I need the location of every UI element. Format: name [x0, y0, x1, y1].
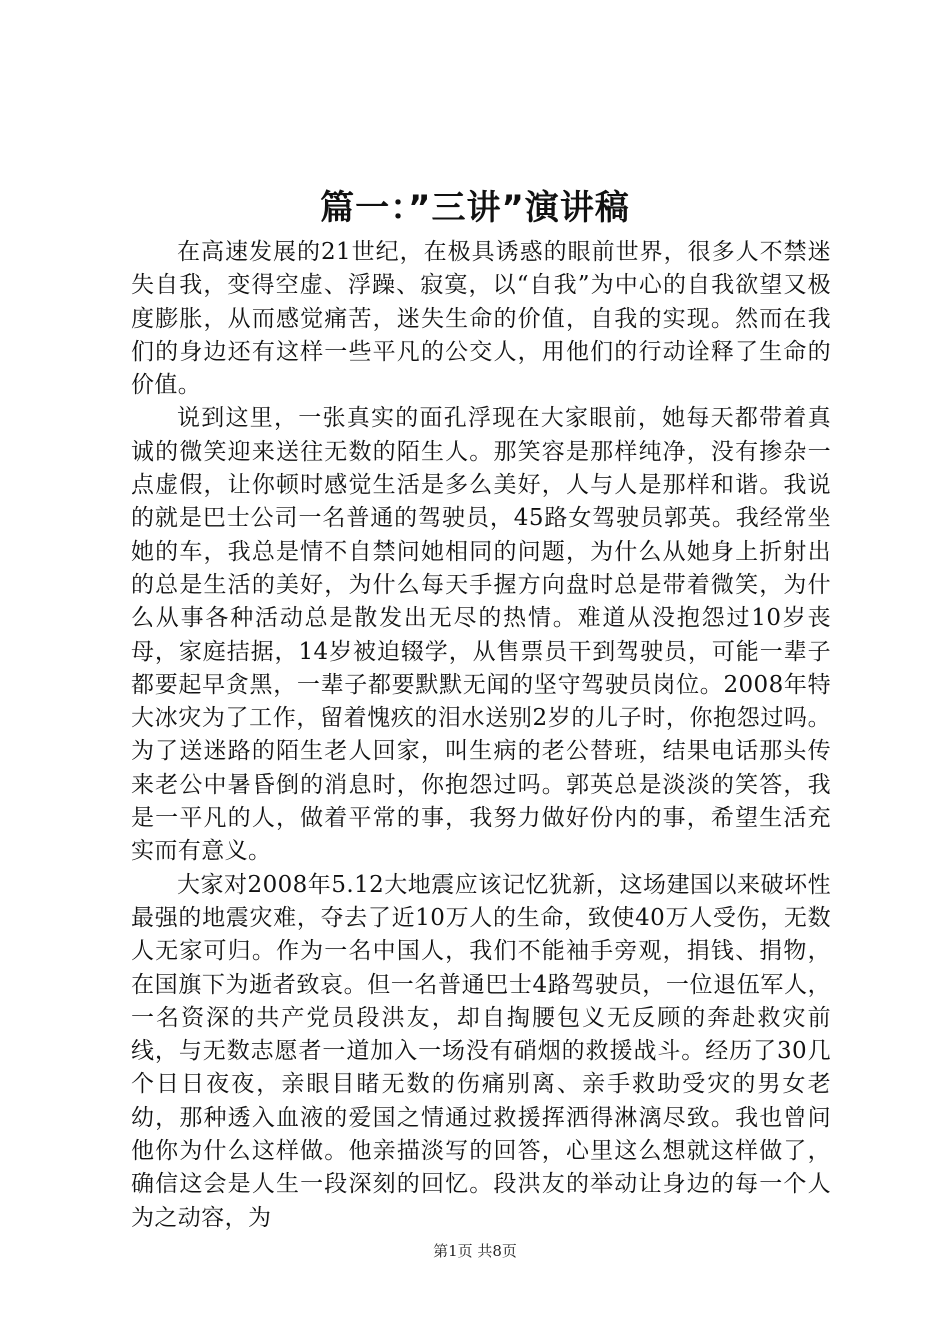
paragraph: 大家对2008年5.12大地震应该记忆犹新，这场建国以来破坏性最强的地震灾难，夺去了近10万人的生命，致使40万人受伤，无数人无家可归。作为一名中国人，我们不能袖手旁观，捐钱、捐物，在国旗下为逝者致哀。但一名普通巴士4路驾驶员，一位退伍军人，一名资深的共产党员段洪友，却自掏腰包义无反顾的奔赴救灾前线，与无数志愿者一道加入一场没有硝烟的救援战斗。经历了30几个日日夜夜，亲眼目睹无数的伤痛别离、亲手救助受灾的男女老幼，那种透入血液的爱国之情通过救援挥洒得淋漓尽致。我也曾问他你为什么这样做。他亲描淡写的回答，心里这么想就这样做了，确信这会是人生一段深刻的回忆。段洪友的举动让身边的每一个人为之动容，为 — [131, 871, 831, 1231]
document-title: 篇一：”三讲”演讲稿 — [320, 188, 630, 228]
document-body — [131, 236, 831, 1235]
page-total: 共8页 — [477, 1242, 517, 1260]
paragraph: 在高速发展的21世纪，在极具诱惑的眼前世界，很多人不禁迷失自我，变得空虚、浮躁、寂寞，以“自我”为中心的自我欲望又极度膨胀，从而感觉痛苦，迷失生命的价值，自我的实现。然而在我们的身边还有这样一些平凡的公交人，用他们的行动诠释了生命的价值。 — [131, 239, 831, 399]
page-footer — [0, 1241, 950, 1261]
page-number: 第1页 — [433, 1242, 473, 1260]
paragraph: 说到这里，一张真实的面孔浮现在大家眼前，她每天都带着真诚的微笑迎来送往无数的陌生人。那笑容是那样纯净，没有掺杂一点虚假，让你顿时感觉生活是多么美好，人与人是那样和谐。我说的就是巴士公司一名普通的驾驶员，45路女驾驶员郭英。我经常坐她的车，我总是情不自禁问她相同的问题，为什么从她身上折射出的总是生活的美好，为什么每天手握方向盘时总是带着微笑，为什么从事各种活动总是散发出无尽的热情。难道从没抱怨过10岁丧母，家庭拮据，14岁被迫辍学，从售票员干到驾驶员，可能一辈子都要起早贪黑，一辈子都要默默无闻的坚守驾驶员岗位。2008年特大冰灾为了工作，留着愧疚的泪水送别2岁的儿子时，你抱怨过吗。为了送迷路的陌生老人回家，叫生病的老公替班，结果电话那头传来老公中暑昏倒的消息时，你抱怨过吗。郭英总是淡淡的笑答，我是一平凡的人，做着平常的事，我努力做好份内的事，希望生活充实而有意义。 — [131, 405, 831, 865]
